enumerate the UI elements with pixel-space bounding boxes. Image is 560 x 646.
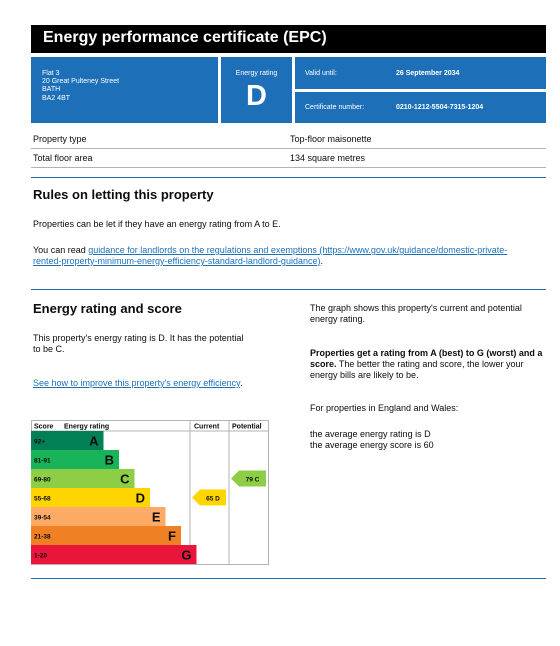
energy-heading: Energy rating and score xyxy=(33,301,182,316)
band-letter-a: A xyxy=(89,433,99,449)
certificate-number-value: 0210-1212-5504-7315-1204 xyxy=(396,104,484,111)
chart-header-current: Current xyxy=(194,423,220,431)
band-range-f: 21-38 xyxy=(34,533,51,541)
england-wales-note: For properties in England and Wales: xyxy=(310,403,459,413)
band-bar-e xyxy=(60,507,166,526)
energy-intro: This property's energy rating is D. It has the potential to be C. xyxy=(33,333,244,354)
band-letter-b: B xyxy=(104,452,114,468)
band-bar-g xyxy=(60,545,197,564)
energy-rating-letter: D xyxy=(246,80,267,112)
rules-paragraph-2 xyxy=(33,245,533,267)
address-box xyxy=(31,57,218,123)
rules-paragraph-2-prefix: You can read xyxy=(33,245,89,255)
valid-until-label: Valid until: xyxy=(305,70,337,77)
band-range-a: 92+ xyxy=(34,438,46,446)
floor-area-value: 134 square metres xyxy=(290,153,366,163)
section-divider xyxy=(31,177,546,178)
improve-paragraph xyxy=(33,378,248,389)
floor-area-label: Total floor area xyxy=(33,153,93,163)
improve-suffix: . xyxy=(240,378,243,388)
address-line-3: BATH xyxy=(42,86,61,93)
band-range-c: 69-80 xyxy=(34,476,51,484)
graph-explanation: The graph shows this property's current and potential energy rating. xyxy=(310,303,522,324)
address-line-2: 20 Great Pulteney Street xyxy=(42,78,120,85)
chart-header-energy-rating: Energy rating xyxy=(64,423,110,431)
epc-rating-chart xyxy=(31,420,269,566)
rating-explanation xyxy=(310,348,546,381)
band-letter-e: E xyxy=(151,509,161,525)
valid-until-value: 26 September 2034 xyxy=(396,70,460,77)
band-letter-g: G xyxy=(181,547,192,563)
certificate-summary xyxy=(31,57,546,123)
section-divider xyxy=(31,289,546,290)
valid-until-box xyxy=(295,57,546,89)
band-bar-f xyxy=(60,526,181,545)
average-rating: the average energy rating is D xyxy=(310,429,431,439)
band-range-g: 1-20 xyxy=(34,552,48,560)
rating-explanation-rest: The better the rating and score, the lower your energy bills are likely to be. xyxy=(310,359,524,380)
floor-area-row xyxy=(31,148,546,168)
certificate-number-label: Certificate number: xyxy=(305,104,365,111)
page-title: Energy performance certificate (EPC) xyxy=(43,29,327,46)
band-range-b: 81-91 xyxy=(34,457,51,465)
energy-rating-label: Energy rating xyxy=(235,70,278,77)
potential-rating-label: 79 C xyxy=(245,476,260,484)
property-type-value: Top-floor maisonette xyxy=(290,134,372,144)
address-line-1: Flat 3 xyxy=(42,70,60,77)
property-type-label: Property type xyxy=(33,134,87,144)
chart-header-score: Score xyxy=(34,423,54,431)
rules-paragraph-2-suffix: . xyxy=(320,256,323,266)
band-letter-f: F xyxy=(168,528,176,544)
rules-paragraph-1: Properties can be let if they have an energy rating from A to E. xyxy=(33,219,281,229)
improve-efficiency-link[interactable]: See how to improve this property's energy efficiency xyxy=(33,378,240,388)
average-score: the average energy score is 60 xyxy=(310,440,434,450)
rating-explanation-bold: Properties get a rating from A (best) to G (worst) and a score. xyxy=(310,348,543,369)
property-type-row xyxy=(31,129,546,149)
certificate-number-box xyxy=(295,92,546,123)
current-rating-label: 65 D xyxy=(206,495,220,503)
rules-heading: Rules on letting this property xyxy=(33,187,214,202)
band-range-e: 39-54 xyxy=(34,514,51,522)
section-divider xyxy=(31,578,546,579)
landlord-guidance-link[interactable]: guidance for landlords on the regulations and exemptions (https://www.gov.uk/guidance/domestic-private-rented-property-minimum-energy-efficiency-standard-landlord-guidance) xyxy=(33,245,508,266)
band-letter-c: C xyxy=(120,471,130,487)
address-line-4: BA2 4BT xyxy=(42,95,71,102)
energy-rating-box xyxy=(221,57,292,123)
chart-header-potential: Potential xyxy=(232,423,262,431)
band-letter-d: D xyxy=(135,490,145,506)
band-range-d: 55-68 xyxy=(34,495,51,503)
title-bar xyxy=(31,25,546,53)
